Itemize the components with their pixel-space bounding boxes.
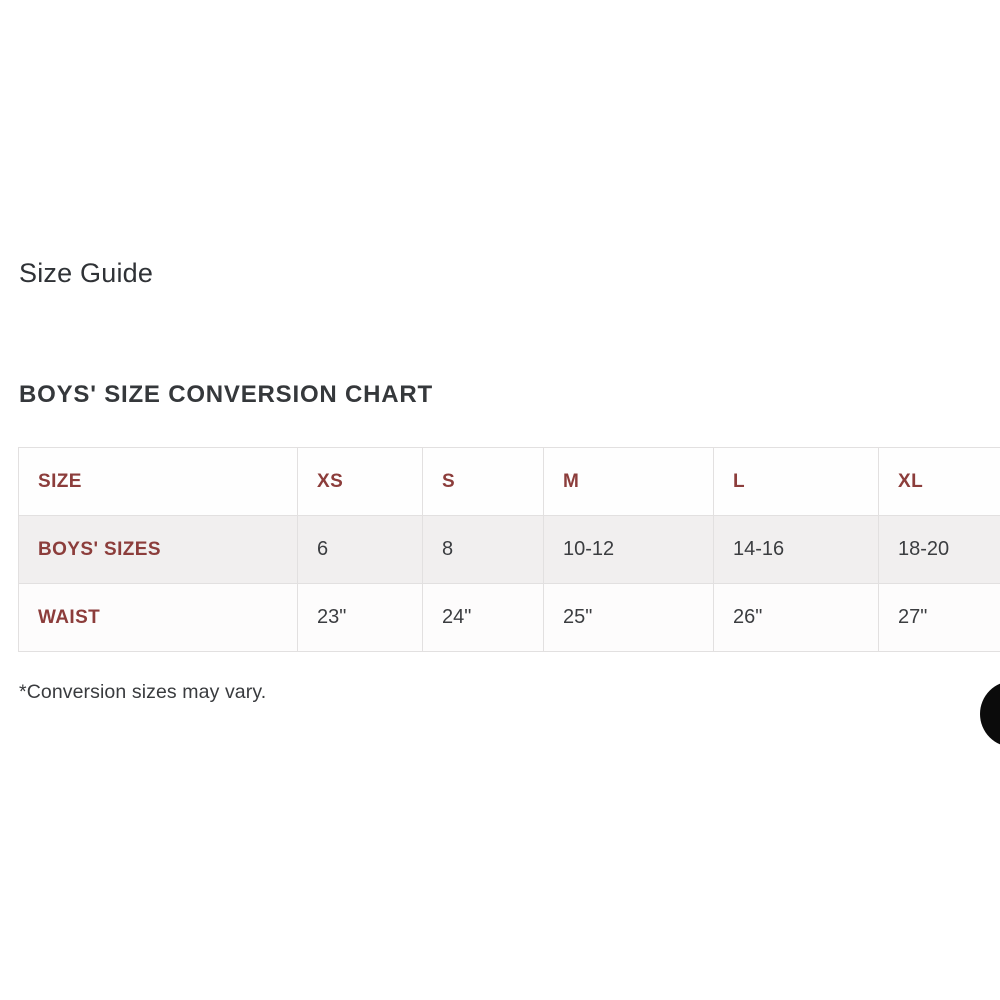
row-label-boys-sizes: BOYS' SIZES [19, 516, 298, 584]
column-header-size: SIZE [19, 448, 298, 516]
chat-bubble-button[interactable] [980, 681, 1000, 747]
row-label-waist: WAIST [19, 584, 298, 652]
cell-waist-xl: 27" [879, 584, 1000, 652]
cell-boys-sizes-m: 10-12 [544, 516, 714, 584]
column-header-m: M [544, 448, 714, 516]
cell-waist-l: 26" [714, 584, 879, 652]
page-title: Size Guide [19, 258, 154, 288]
cell-boys-sizes-xl: 18-20 [879, 516, 1000, 584]
cell-waist-xs: 23" [298, 584, 423, 652]
cell-waist-m: 25" [544, 584, 714, 652]
table-row-boys-sizes [19, 516, 1000, 584]
column-header-l: L [714, 448, 879, 516]
footnote: *Conversion sizes may vary. [19, 681, 267, 703]
table-header-row [19, 448, 1000, 516]
cell-boys-sizes-l: 14-16 [714, 516, 879, 584]
cell-waist-s: 24" [423, 584, 544, 652]
column-header-xl: XL [879, 448, 1000, 516]
column-header-s: S [423, 448, 544, 516]
cell-boys-sizes-s: 8 [423, 516, 544, 584]
table-row-waist [19, 584, 1000, 652]
size-chart-table [18, 447, 1000, 652]
column-header-xs: XS [298, 448, 423, 516]
cell-boys-sizes-xs: 6 [298, 516, 423, 584]
section-heading: BOYS' SIZE CONVERSION CHART [19, 381, 434, 408]
size-chart-table-wrapper [18, 447, 1000, 653]
